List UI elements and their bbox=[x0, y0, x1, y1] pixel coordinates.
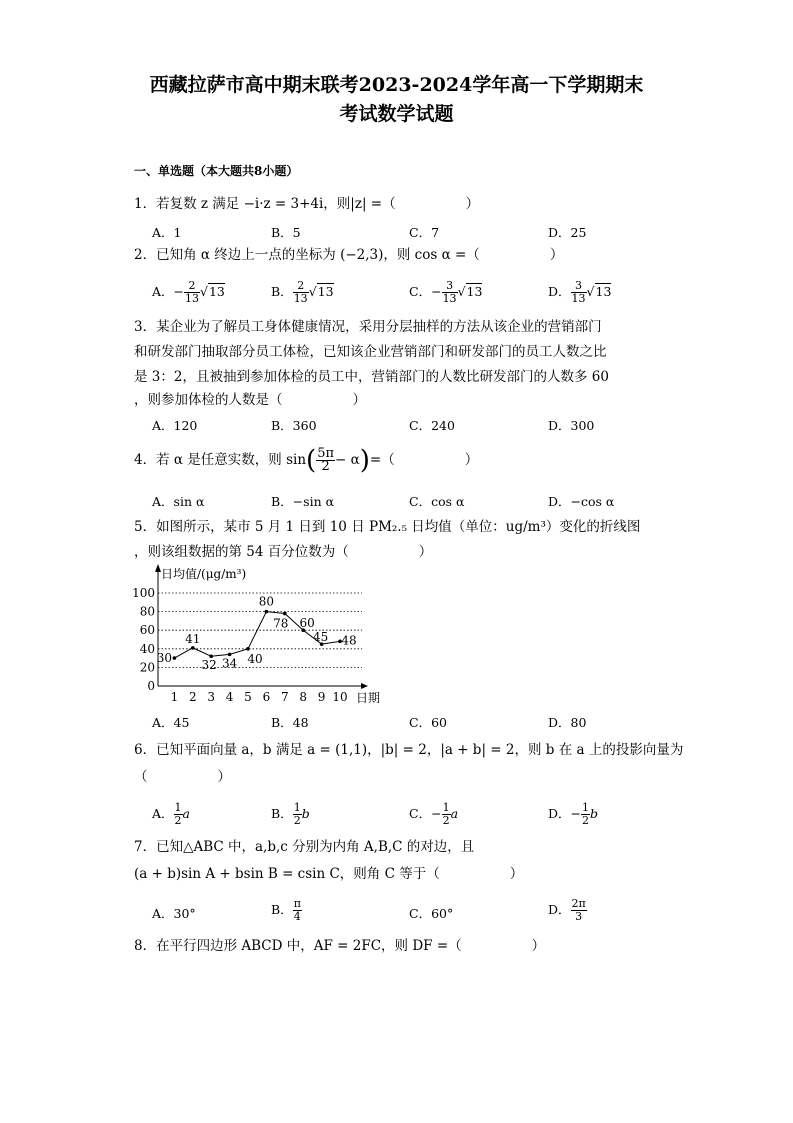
q4-option-a: A．sin α bbox=[152, 494, 205, 509]
q5-option-a: A．45 bbox=[152, 715, 190, 730]
x-tick-label: 10 bbox=[332, 690, 348, 704]
x-axis-arrow bbox=[361, 683, 368, 689]
data-label: 40 bbox=[247, 651, 263, 666]
q3-option-c: C．240 bbox=[409, 418, 455, 433]
question-3-line1: 3．某企业为了解员工身体健康情况，采用分层抽样的方法从该企业的营销部门 bbox=[134, 319, 602, 335]
page-title-line1: 西藏拉萨市高中期末联考2023-2024学年高一下学期期末 bbox=[149, 74, 644, 96]
y-tick-label: 80 bbox=[139, 604, 155, 619]
question-1-close: ） bbox=[465, 196, 480, 212]
q6-option-d: D．− $\frac{1}{2}$ b bbox=[548, 801, 599, 827]
question-3-line3: 是 3：2，且被抽到参加体检的员工中，营销部门的人数比研发部门的人数多 60 bbox=[134, 369, 609, 385]
data-label: 41 bbox=[185, 631, 201, 646]
line-chart bbox=[130, 562, 400, 710]
y-tick-label: 20 bbox=[139, 660, 155, 675]
data-label: 60 bbox=[299, 616, 315, 631]
q1-option-a: A．1 bbox=[152, 225, 182, 240]
y-tick-label: 60 bbox=[139, 623, 155, 638]
x-axis-label: 日期 bbox=[356, 691, 381, 705]
q2-option-b: B． $\frac{2}{13}$ √13 bbox=[271, 279, 334, 305]
data-point bbox=[191, 646, 195, 650]
q2-option-d: D． $\frac{3}{13}$ √13 bbox=[548, 279, 612, 305]
x-tick-label: 7 bbox=[280, 690, 289, 704]
question-7-line1: 7．已知△ABC 中，a,b,c 分别为内角 A,B,C 的对边，且 bbox=[134, 839, 475, 855]
x-tick-label: 1 bbox=[170, 690, 179, 704]
q2-option-c: C．− $\frac{3}{13}$ √13 bbox=[409, 279, 483, 305]
question-6-line1: 6．已知平面向量 a，b 满足 a = (1,1)，|b| = 2，|a + b| = 2，则 b 在 a 上的投影向量为 bbox=[134, 742, 684, 758]
data-point bbox=[173, 656, 177, 660]
x-tick-label: 9 bbox=[317, 690, 326, 704]
q5-option-b: B．48 bbox=[271, 715, 309, 730]
x-tick-label: 2 bbox=[188, 690, 197, 704]
q7-option-d: D． $\frac{2\pi}{3}$ bbox=[548, 897, 586, 923]
data-label: 32 bbox=[201, 658, 217, 673]
q2-option-a: A．− $\frac{2}{13}$ √13 bbox=[152, 279, 225, 305]
x-tick-label: 4 bbox=[225, 690, 234, 704]
q3-option-b: B．360 bbox=[271, 418, 317, 433]
q4-option-c: C．cos α bbox=[409, 494, 465, 509]
data-label: 34 bbox=[221, 656, 238, 671]
x-tick-label: 6 bbox=[262, 690, 271, 704]
q4-option-d: D．−cos α bbox=[548, 494, 615, 509]
data-label: 45 bbox=[312, 630, 329, 645]
y-tick-label: 0 bbox=[147, 679, 155, 693]
q6-option-c: C．− $\frac{1}{2}$ a bbox=[409, 801, 459, 827]
question-7-line2: (a + b)sin A + bsin B = csin C，则角 C 等于（ ） bbox=[134, 866, 524, 882]
q3-option-d: D．300 bbox=[548, 418, 595, 433]
q6-option-b: B． $\frac{1}{2}$ b bbox=[271, 801, 310, 827]
y-tick-label: 40 bbox=[139, 641, 155, 656]
x-tick-label: 3 bbox=[207, 690, 216, 704]
question-1-stem: 1．若复数 z 满足 −i·z = 3+4i，则|z| =（ bbox=[134, 196, 396, 212]
question-4: 4．若 α 是任意实数，则 sin( $\frac{5\pi}{2}$ − α)=（ ） bbox=[134, 445, 479, 476]
data-point bbox=[283, 612, 287, 616]
page-title-line2: 考试数学试题 bbox=[339, 103, 454, 125]
x-tick-label: 5 bbox=[244, 690, 252, 704]
q5-option-c: C．60 bbox=[409, 715, 447, 730]
data-label: 30 bbox=[156, 651, 173, 666]
question-5-line1: 5．如图所示，某市 5 月 1 日到 10 日 PM₂.₅ 日均值（单位：ug/m³）变化的折线图 bbox=[134, 519, 641, 535]
data-label: 80 bbox=[258, 594, 275, 609]
data-label: 78 bbox=[273, 616, 289, 631]
q6-option-a: A． $\frac{1}{2}$ a bbox=[152, 801, 190, 827]
question-6-line2: （ ） bbox=[134, 769, 231, 785]
q3-option-a: A．120 bbox=[152, 418, 198, 433]
question-2-close: ） bbox=[549, 247, 564, 263]
question-3-line2: 和研发部门抽取部分员工体检，已知该企业营销部门和研发部门的员工人数之比 bbox=[134, 344, 607, 360]
q7-option-a: A．30° bbox=[152, 906, 196, 921]
data-point bbox=[246, 647, 250, 651]
question-2-stem: 2．已知角 α 终边上一点的坐标为 (−2,3)，则 cos α =（ bbox=[134, 247, 480, 263]
q7-option-c: C．60° bbox=[409, 906, 454, 921]
q1-option-d: D．25 bbox=[548, 225, 587, 240]
question-3-line4: ，则参加体检的人数是（ ） bbox=[134, 392, 366, 408]
question-5-line2: ，则该组数据的第 54 百分位数为（ ） bbox=[134, 544, 433, 560]
data-point bbox=[265, 610, 269, 614]
q1-option-b: B．5 bbox=[271, 225, 301, 240]
section-heading: 一、单选题（本大题共8小题） bbox=[134, 164, 299, 178]
question-8: 8．在平行四边形 ABCD 中，AF = 2FC，则 DF =（ ） bbox=[134, 938, 546, 954]
q5-option-d: D．80 bbox=[548, 715, 587, 730]
data-label: 48 bbox=[341, 633, 357, 648]
y-axis-label: 日均值/(μg/m³) bbox=[161, 567, 247, 581]
q4-option-b: B．−sin α bbox=[271, 494, 335, 509]
q1-option-c: C．7 bbox=[409, 225, 440, 240]
x-tick-label: 8 bbox=[299, 690, 308, 704]
question-1 bbox=[134, 195, 479, 213]
question-2 bbox=[134, 246, 563, 264]
q7-option-b: B． $\frac{\pi}{4}$ bbox=[271, 897, 301, 923]
y-tick-label: 100 bbox=[132, 586, 155, 600]
